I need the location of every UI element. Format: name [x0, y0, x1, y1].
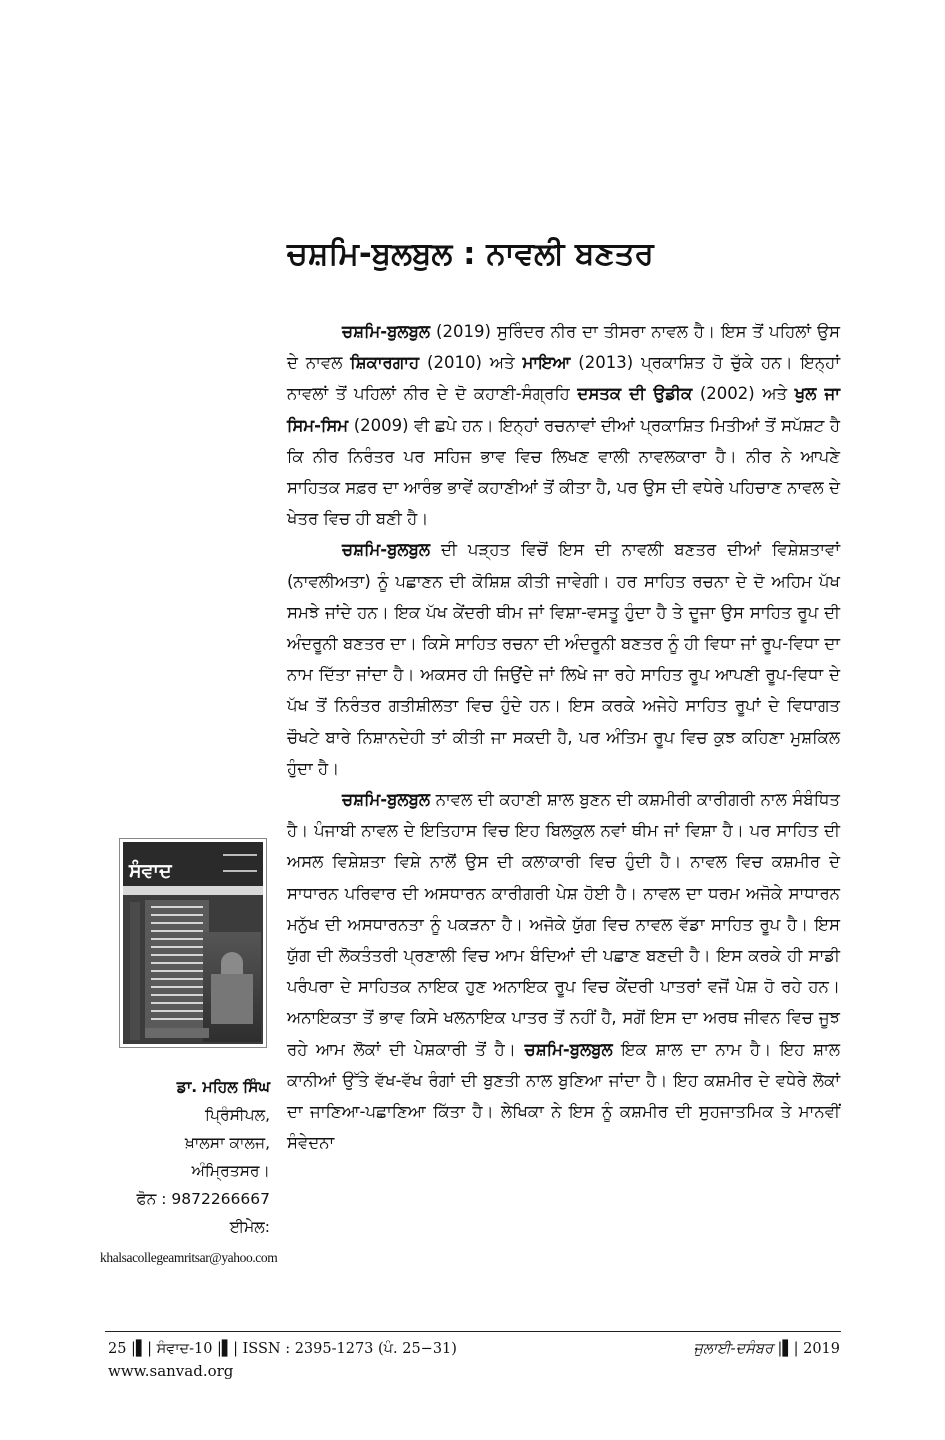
book-title: ਦਸਤਕ ਦੀ ਉਡੀਕ	[577, 384, 693, 404]
footer-months: ਜੁਲਾਈ-ਦਸੰਬਰ	[693, 1341, 773, 1357]
author-city: ਅੰਮ੍ਰਿਤਸਰ।	[191, 1162, 270, 1180]
footer-journal-info: 25 |▌| ਸੰਵਾਦ-10 |▌| ISSN : 2395-1273 (ਪੰ. 25−31)	[108, 1341, 457, 1357]
author-phone: ਫੋਨ : 9872266667	[136, 1190, 270, 1208]
footer-divider	[105, 1331, 841, 1332]
author-email-label: ਈਮੇਲ:	[229, 1218, 270, 1236]
author-college: ਖ਼ਾਲਸਾ ਕਾਲਜ,	[185, 1134, 270, 1152]
novel-title: ਚਸ਼ਮਿ-ਬੁਲਬੁਲ	[342, 790, 431, 810]
novel-title: ਸ਼ਿਕਾਰਗਾਹ	[350, 353, 420, 373]
novel-title: ਚਸ਼ਮਿ-ਬੁਲਬੁਲ	[524, 1039, 613, 1059]
footer-issue-date	[694, 1339, 840, 1360]
author-name: ਡਾ. ਮਹਿਲ ਸਿੰਘ	[176, 1078, 270, 1096]
article-body	[287, 316, 840, 1158]
author-email: khalsacollegeamritsar@yahoo.com	[100, 1250, 278, 1265]
article-title: ਚਸ਼ਮਿ-ਬੁਲਬੁਲ : ਨਾਵਲੀ ਬਣਤਰ	[287, 236, 654, 272]
paragraph: ਚਸ਼ਮਿ-ਬੁਲਬੁਲ ਨਾਵਲ ਦੀ ਕਹਾਣੀ ਸ਼ਾਲ ਬੁਣਨ ਦੀ ਕਸ਼ਮੀਰੀ ਕਾਰੀਗਰੀ ਨਾਲ ਸੰਬੰਧਿਤ ਹੈ। ਪੰਜਾਬੀ ਨਾਵਲ ਦੇ ਇਤਿਹਾਸ ਵਿਚ ਇਹ ਬਿਲਕੁਲ ਨਵਾਂ ਥੀਮ ਜਾਂ ਵਿਸ਼ਾ ਹੈ। ਪਰ ਸਾਹਿਤ ਦੀ ਅਸਲ ਵਿਸ਼ੇਸ਼ਤਾ ਵਿਸ਼ੇ ਨਾਲੋਂ ਉਸ ਦੀ ਕਲਾਕਾਰੀ ਵਿਚ ਹੁੰਦੀ ਹੈ। ਨਾਵਲ ਵਿਚ ਕਸ਼ਮੀਰ ਦੇ ਸਾਧਾਰਨ ਪਰਿਵਾਰ ਦੀ ਅਸਧਾਰਨ ਕਾਰੀਗਰੀ ਪੇਸ਼ ਹੋਈ ਹੈ। ਨਾਵਲ ਦਾ ਧਰਮ ਅਜੋਕੇ ਸਾਧਾਰਨ ਮਨੁੱਖ ਦੀ ਅਸਧਾਰਨਤਾ ਨੂੰ ਪਕੜਨਾ ਹੈ। ਅਜੋਕੇ ਯੁੱਗ ਵਿਚ ਨਾਵਲ ਵੱਡਾ ਸਾਹਿਤ ਰੂਪ ਹੈ। ਇਸ ਯੁੱਗ ਦੀ ਲੋਕਤੰਤਰੀ ਪ੍ਰਣਾਲੀ ਵਿਚ ਆਮ ਬੰਦਿਆਂ ਦੀ ਪਛਾਣ ਬਣਦੀ ਹੈ। ਇਸ ਕਰਕੇ ਹੀ ਸਾਡੀ ਪਰੰਪਰਾ ਦੇ ਸਾਹਿਤਕ ਨਾਇਕ ਹੁਣ ਅਨਾਇਕ ਰੂਪ ਵਿਚ ਕੇਂਦਰੀ ਪਾਤਰਾਂ ਵਜੋਂ ਪੇਸ਼ ਹੋ ਰਹੇ ਹਨ। ਅਨਾਇਕਤਾ ਤੋਂ ਭਾਵ ਕਿਸੇ ਖਲਨਾਇਕ ਪਾਤਰ ਤੋਂ ਨਹੀਂ ਹੈ, ਸਗੋਂ ਇਸ ਦਾ ਅਰਥ ਜੀਵਨ ਵਿਚ ਜੂਝ ਰਹੇ ਆਮ ਲੋਕਾਂ ਦੀ ਪੇਸ਼ਕਾਰੀ ਤੋਂ ਹੈ। ਚਸ਼ਮਿ-ਬੁਲਬੁਲ ਇਕ ਸ਼ਾਲ ਦਾ ਨਾਮ ਹੈ। ਇਹ ਸ਼ਾਲ ਕਾਨੀਆਂ ਉੱਤੇ ਵੱਖ-ਵੱਖ ਰੰਗਾਂ ਦੀ ਬੁਣਤੀ ਨਾਲ ਬੁਣਿਆ ਜਾਂਦਾ ਹੈ। ਇਹ ਕਸ਼ਮੀਰ ਦੇ ਵਧੇਰੇ ਲੋਕਾਂ ਦਾ ਜਾਣਿਆ-ਪਛਾਣਿਆ ਕਿੱਤਾ ਹੈ। ਲੇਖਿਕਾ ਨੇ ਇਸ ਨੂੰ ਕਸ਼ਮੀਰ ਦੀ ਸੁਹਜਾਤਮਿਕ ਤੇ ਮਾਨਵੀਂ ਸੰਵੇਦਨਾ	[287, 790, 840, 1153]
paragraph: ਚਸ਼ਮਿ-ਬੁਲਬੁਲ (2019) ਸੁਰਿੰਦਰ ਨੀਰ ਦਾ ਤੀਸਰਾ ਨਾਵਲ ਹੈ। ਇਸ ਤੋਂ ਪਹਿਲਾਂ ਉਸ ਦੇ ਨਾਵਲ ਸ਼ਿਕਾਰਗਾਹ (2010) ਅਤੇ ਮਾਇਆ (2013) ਪ੍ਰਕਾਸ਼ਿਤ ਹੋ ਚੁੱਕੇ ਹਨ। ਇਨ੍ਹਾਂ ਨਾਵਲਾਂ ਤੋਂ ਪਹਿਲਾਂ ਨੀਰ ਦੇ ਦੋ ਕਹਾਣੀ-ਸੰਗ੍ਰਹਿ ਦਸਤਕ ਦੀ ਉਡੀਕ (2002) ਅਤੇ ਖੁਲ ਜਾ ਸਿਮ-ਸਿਮ (2009) ਵੀ ਛਪੇ ਹਨ। ਇਨ੍ਹਾਂ ਰਚਨਾਵਾਂ ਦੀਆਂ ਪ੍ਰਕਾਸ਼ਿਤ ਮਿਤੀਆਂ ਤੋਂ ਸਪੱਸ਼ਟ ਹੈ ਕਿ ਨੀਰ ਨਿਰੰਤਰ ਪਰ ਸਹਿਜ ਭਾਵ ਵਿਚ ਲਿਖਣ ਵਾਲੀ ਨਾਵਲਕਾਰਾ ਹੈ। ਨੀਰ ਨੇ ਆਪਣੇ ਸਾਹਿਤਕ ਸਫ਼ਰ ਦਾ ਆਰੰਭ ਭਾਵੇਂ ਕਹਾਣੀਆਂ ਤੋਂ ਕੀਤਾ ਹੈ, ਪਰ ਉਸ ਦੀ ਵਧੇਰੇ ਪਹਿਚਾਣ ਨਾਵਲ ਦੇ ਖੇਤਰ ਵਿਚ ਹੀ ਬਣੀ ਹੈ।	[287, 322, 840, 529]
footer-website-link[interactable]: www.sanvad.org	[108, 1362, 234, 1380]
journal-cover-image	[119, 838, 267, 1048]
author-role: ਪ੍ਰਿੰਸੀਪਲ,	[205, 1106, 270, 1124]
novel-title: ਚਸ਼ਮਿ-ਬੁਲਬੁਲ	[342, 540, 431, 560]
novel-title: ਮਾਇਆ	[522, 353, 571, 373]
journal-logo: ਸੰਵਾਦ	[129, 860, 172, 882]
cover-building-photo	[211, 974, 253, 1024]
author-info	[100, 1073, 278, 1272]
book-title: ਖੁਲ ਜਾ ਸਿਮ-ਸਿਮ	[287, 384, 840, 435]
novel-title: ਚਸ਼ਮਿ-ਬੁਲਬੁਲ	[342, 322, 431, 341]
footer-year: |▌| 2019	[772, 1341, 840, 1357]
cover-contents-list	[145, 900, 209, 1028]
paragraph: ਚਸ਼ਮਿ-ਬੁਲਬੁਲ ਦੀ ਪੜ੍ਹਤ ਵਿਚੋਂ ਇਸ ਦੀ ਨਾਵਲੀ ਬਣਤਰ ਦੀਆਂ ਵਿਸ਼ੇਸ਼ਤਾਵਾਂ (ਨਾਵਲੀਅਤਾ) ਨੂੰ ਪਛਾਣਨ ਦੀ ਕੋਸ਼ਿਸ਼ ਕੀਤੀ ਜਾਵੇਗੀ। ਹਰ ਸਾਹਿਤ ਰਚਨਾ ਦੇ ਦੋ ਅਹਿਮ ਪੱਖ ਸਮਝੇ ਜਾਂਦੇ ਹਨ। ਇਕ ਪੱਖ ਕੇਂਦਰੀ ਥੀਮ ਜਾਂ ਵਿਸ਼ਾ-ਵਸਤੂ ਹੁੰਦਾ ਹੈ ਤੇ ਦੂਜਾ ਉਸ ਸਾਹਿਤ ਰੂਪ ਦੀ ਅੰਦਰੂਨੀ ਬਣਤਰ ਦਾ। ਕਿਸੇ ਸਾਹਿਤ ਰਚਨਾ ਦੀ ਅੰਦਰੂਨੀ ਬਣਤਰ ਨੂੰ ਹੀ ਵਿਧਾ ਜਾਂ ਰੂਪ-ਵਿਧਾ ਦਾ ਨਾਮ ਦਿੱਤਾ ਜਾਂਦਾ ਹੈ। ਅਕਸਰ ਹੀ ਜਿਉਂਦੇ ਜਾਂ ਲਿਖੇ ਜਾ ਰਹੇ ਸਾਹਿਤ ਰੂਪ ਆਪਣੀ ਰੂਪ-ਵਿਧਾ ਦੇ ਪੱਖ ਤੋਂ ਨਿਰੰਤਰ ਗਤੀਸ਼ੀਲਤਾ ਵਿਚ ਹੁੰਦੇ ਹਨ। ਇਸ ਕਰਕੇ ਅਜੇਹੇ ਸਾਹਿਤ ਰੂਪਾਂ ਦੇ ਵਿਧਾਗਤ ਚੌਖਟੇ ਬਾਰੇ ਨਿਸ਼ਾਨਦੇਹੀ ਤਾਂ ਕੀਤੀ ਜਾ ਸਕਦੀ ਹੈ, ਪਰ ਅੰਤਿਮ ਰੂਪ ਵਿਚ ਕੁਝ ਕਹਿਣਾ ਮੁਸ਼ਕਿਲ ਹੁੰਦਾ ਹੈ।	[287, 540, 840, 778]
